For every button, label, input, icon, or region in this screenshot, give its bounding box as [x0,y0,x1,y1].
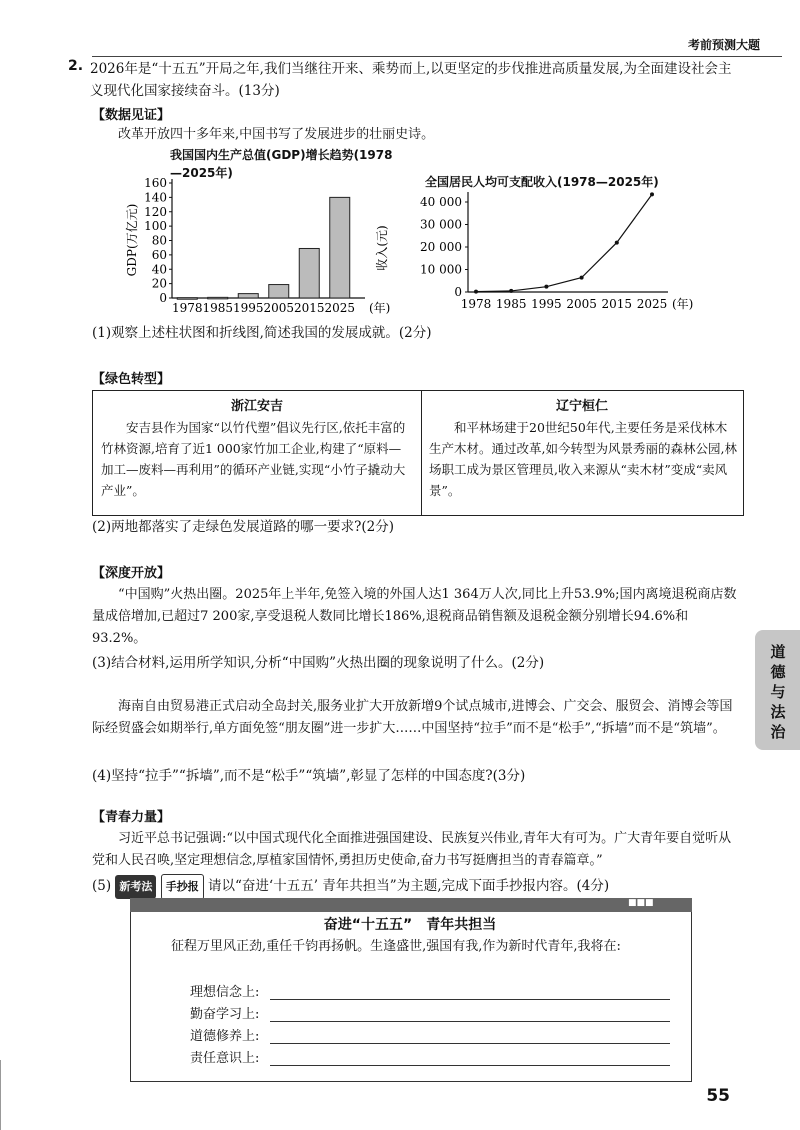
header-divider [92,56,782,57]
bar-y-tick-label: 20 [151,276,167,291]
bar-x-tick-label: 1985 [202,301,234,315]
page-number: 55 [706,1086,730,1106]
line-x-tick-label: 2005 [566,297,597,311]
poster-field-label-1: 理想信念上: [190,985,260,1000]
bar-x-tick-label: 2005 [263,301,295,315]
line-x-tick-label: 1985 [495,297,527,311]
bar-1978 [177,298,197,300]
income-point-2025 [650,192,654,196]
line-x-tick-label: 1978 [460,297,492,311]
income-point-1995 [544,285,548,289]
poster-field-input-1[interactable] [270,982,670,1000]
poster-field-input-2[interactable] [270,1004,670,1022]
bar-y-tick-label: 160 [144,176,167,190]
new-exam-badge: 新考法 [115,875,156,899]
line-x-tick-label: 2025 [636,297,668,311]
data-section-text: 改革开放四十多年来,中国书写了发展进步的壮丽史诗。 [118,127,435,142]
poster-field-input-4[interactable] [270,1048,670,1066]
income-point-2015 [615,241,619,245]
bar-y-tick-label: 140 [144,190,167,205]
income-point-2005 [580,276,584,280]
question-number: 2. [68,58,84,74]
bar-chart-title: 我国国内生产总值(GDP)增长趋势(1978—2025年) [170,148,393,180]
question-5-prefix: (5) [92,878,112,894]
youth-text: 习近平总书记强调:“以中国式现代化全面推进强国建设、民族复兴伟业,青年大有可为。广大青年要自觉听从党和人民召唤,坚定理想信念,厚植家国情怀,勇担历史使命,奋力书写挺膺担当的青春篇章。” [92,831,732,868]
section-heading-data: 【数据见证】 [92,108,171,123]
line-y-tick-label: 30 000 [420,217,462,232]
poster-field-label-3: 道德修养上: [190,1029,260,1044]
question-5-line [92,874,609,900]
section-heading-open: 【深度开放】 [92,566,171,581]
line-y-tick-label: 10 000 [420,262,462,277]
bar-2015 [299,248,319,298]
open-text-1: “中国购”火热出圈。2025年上半年,免签入境的外国人达1 364万人次,同比上升53.9%;国内离境退税商店数量成倍增加,已超过7 200家,享受退税人数同比增长186%,退税商品销售额及退税金额分别增长94.6%和93.2%。 [92,587,737,646]
green-materials-table [92,390,744,516]
line-x-tick-label: 1995 [531,297,562,311]
line-x-axis-label: (年) [672,297,694,311]
bar-y-tick-label: 40 [151,262,167,277]
page-header-title: 考前预测大题 [687,38,760,52]
line-y-tick-label: 20 000 [420,240,462,254]
income-line-chart [360,188,710,326]
line-chart-title: 全国居民人均可支配收入(1978—2025年) [425,175,659,189]
handout-badge: 手抄报 [161,874,204,900]
question-3: (3)结合材料,运用所学知识,分析“中国购”火热出圈的现象说明了什么。(2分) [92,655,545,671]
line-x-tick-label: 2015 [601,297,633,311]
bar-1995 [238,294,258,298]
section-heading-green: 【绿色转型】 [92,372,171,387]
huanren-title: 辽宁桓仁 [555,399,608,414]
poster-title: 奋进“十五五” 青年共担当 [323,917,497,933]
open-text-2: 海南自由贸易港正式启动全岛封关,服务业扩大开放新增9个试点城市,进博会、广交会、服贸会、消博会等国际经贸盛会如期举行,单方面免签“朋友圈”进一步扩大……中国坚持“拉手”而不是“松手”,“拆墙”而不是“筑墙”。 [92,699,733,736]
section-heading-youth: 【青春力量】 [92,810,171,825]
bar-x-tick-label: 2025 [324,301,356,315]
bar-1985 [208,297,228,299]
anji-title: 浙江安吉 [230,399,283,414]
question-5-text: 请以“奋进‘十五五’ 青年共担当”为主题,完成下面手抄报内容。(4分) [208,878,610,894]
huanren-text: 和平林场建于20世纪50年代,主要任务是采伐林木生产木材。通过改革,如今转型为风景秀丽的森林公园,林场职工成为景区管理员,收入来源从“卖木材”变成“卖风景”。 [429,420,737,498]
income-point-1985 [509,289,513,293]
bar-y-tick-label: 100 [144,219,167,234]
question-1: (1)观察上述柱状图和折线图,简述我国的发展成就。(2分) [92,325,432,341]
subject-side-label: 道德与法治 [770,643,786,741]
bar-y-tick-label: 80 [151,233,167,248]
bar-x-tick-label: 1978 [171,301,203,315]
bar-x-tick-label: 2015 [293,301,325,315]
income-point-1978 [474,290,478,294]
income-series-line [476,194,652,291]
line-y-axis-label: 收入(元) [375,225,389,271]
poster-dots: ■■■ [628,898,654,908]
bar-x-axis-label: (年) [369,301,391,315]
bar-y-tick-label: 60 [151,247,167,262]
bar-2025 [330,197,350,298]
gdp-bar-chart [120,175,400,325]
bar-y-tick-label: 0 [159,291,167,305]
poster-field-label-2: 勤奋学习上: [190,1007,260,1022]
line-y-tick-label: 0 [454,285,462,299]
question-intro: 2026年是“十五五”开局之年,我们当继往开来、乘势而上,以更坚定的步伐推进高质量发展,为全面建设社会主义现代化国家接续奋斗。(13分) [90,61,732,99]
poster-top-bar [130,898,692,912]
bar-x-tick-label: 1995 [232,301,264,315]
poster-field-label-4: 责任意识上: [190,1051,260,1066]
line-y-tick-label: 40 000 [420,195,462,209]
bar-2005 [269,285,289,298]
question-4: (4)坚持“拉手”“拆墙”,而不是“松手”“筑墙”,彰显了怎样的中国态度?(3分) [92,768,526,784]
poster-field-input-3[interactable] [270,1026,670,1044]
bar-y-tick-label: 120 [144,204,167,219]
bar-y-axis-label: GDP(万亿元) [125,203,139,277]
anji-text: 安吉县作为国家“以竹代塑”倡议先行区,依托丰富的竹林资源,培育了近1 000家竹加工企业,构建了“原料—加工—废料—再利用”的循环产业链,实现“小竹子撬动大产业”。 [101,420,406,498]
poster-intro: 征程万里风正劲,重任千钧再扬帆。生逢盛世,强国有我,作为新时代青年,我将在: [171,939,621,954]
binding-margin-line [0,1060,1,1130]
question-2: (2)两地都落实了走绿色发展道路的哪一要求?(2分) [92,519,394,535]
